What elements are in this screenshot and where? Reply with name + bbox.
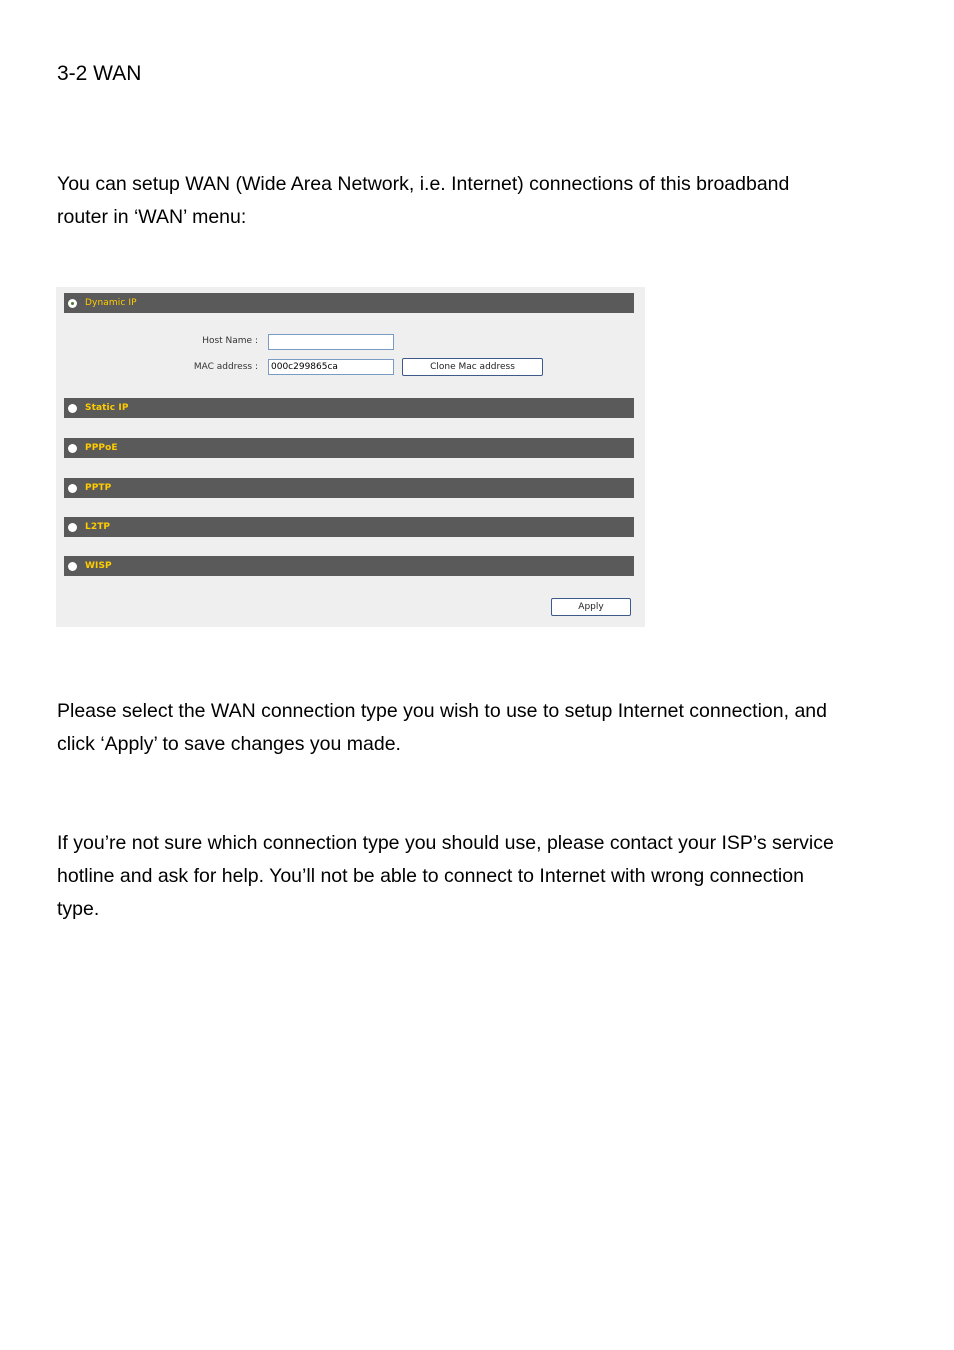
radio-pppoe-icon[interactable] (68, 444, 77, 453)
wan-type-label: PPTP (85, 483, 112, 493)
wan-type-l2tp[interactable] (64, 517, 634, 537)
wan-type-label: Dynamic IP (85, 298, 137, 308)
instruction-line-1: Please select the WAN connection type you wish to use to setup Internet connection, and (57, 700, 827, 722)
wan-type-dynamic-ip[interactable] (64, 293, 634, 313)
radio-static-ip-icon[interactable] (68, 404, 77, 413)
wan-type-pptp[interactable] (64, 478, 634, 498)
section-heading: 3-2 WAN (57, 62, 142, 85)
wan-type-label: L2TP (85, 522, 111, 532)
instruction-line-2: click ‘Apply’ to save changes you made. (57, 733, 401, 755)
wan-type-label: Static IP (85, 403, 129, 413)
host-name-label: Host Name : (202, 336, 258, 346)
wan-type-label: PPPoE (85, 443, 118, 453)
radio-wisp-icon[interactable] (68, 562, 77, 571)
wan-type-wisp[interactable] (64, 556, 634, 576)
wan-type-label: WISP (85, 561, 112, 571)
wan-type-pppoe[interactable] (64, 438, 634, 458)
radio-l2tp-icon[interactable] (68, 523, 77, 532)
intro-line-2: router in ‘WAN’ menu: (57, 206, 247, 228)
mac-address-input[interactable] (268, 359, 394, 375)
host-name-input[interactable] (268, 334, 394, 350)
wan-settings-screenshot (56, 287, 645, 627)
help-line-1: If you’re not sure which connection type you should use, please contact your ISP’s service (57, 832, 834, 854)
radio-dynamic-ip-icon[interactable] (68, 299, 77, 308)
radio-pptp-icon[interactable] (68, 484, 77, 493)
apply-button[interactable]: Apply (551, 598, 631, 616)
mac-address-label: MAC address : (193, 362, 258, 372)
help-line-2: hotline and ask for help. You’ll not be able to connect to Internet with wrong connection (57, 865, 804, 887)
intro-line-1: You can setup WAN (Wide Area Network, i.e. Internet) connections of this broadband (57, 173, 790, 195)
clone-mac-address-button[interactable]: Clone Mac address (402, 358, 543, 376)
help-line-3: type. (57, 898, 100, 920)
wan-type-static-ip[interactable] (64, 398, 634, 418)
